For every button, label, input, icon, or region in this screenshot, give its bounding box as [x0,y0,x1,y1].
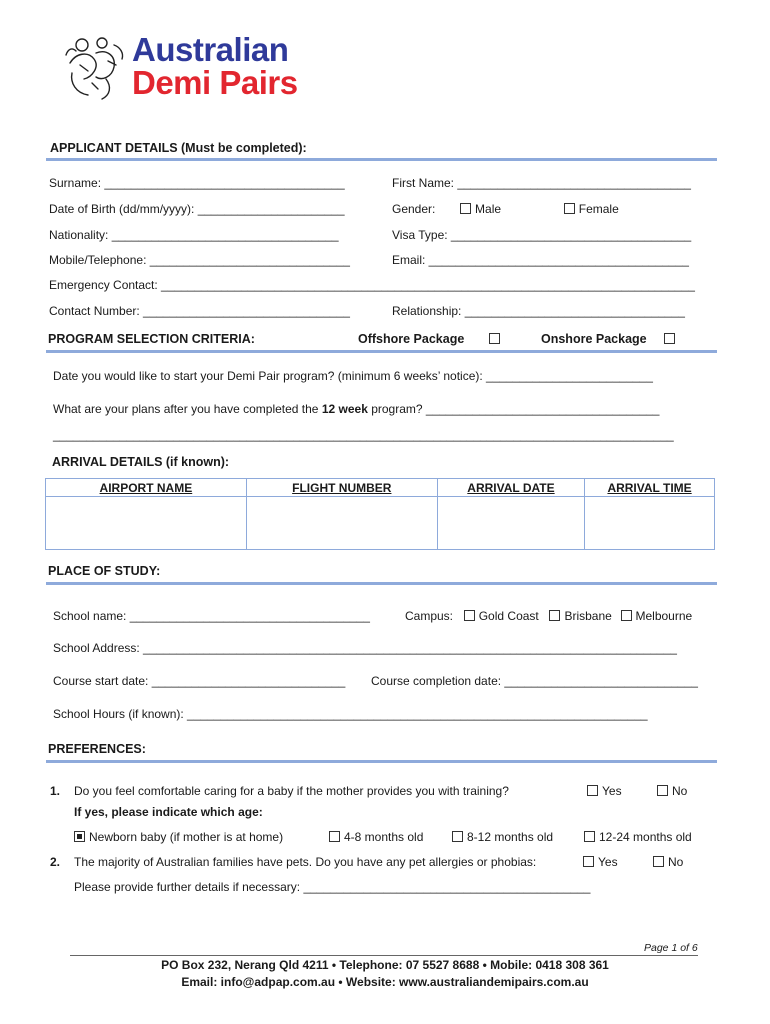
onshore-option [541,332,679,346]
age-option-8-12 [452,830,553,844]
gold-coast-label: Gold Coast [478,609,539,623]
page-number: Page 1 of 6 [644,942,698,954]
q2-yes-label: Yes [598,855,618,869]
preferences-rule [46,760,717,763]
nationality-field[interactable]: Nationality: __________________________________ [49,228,339,242]
flight-number-cell[interactable] [246,497,437,550]
melbourne-checkbox[interactable] [621,610,632,621]
offshore-option [358,332,504,346]
col-airport-name: AIRPORT NAME [46,479,247,497]
visa-type-field[interactable]: Visa Type: ____________________________________ [392,228,692,242]
brisbane-label: Brisbane [564,609,612,623]
q2-number: 2. [50,855,61,869]
arrival-table [45,478,715,550]
onshore-checkbox[interactable] [664,333,675,344]
logo-figures-icon [62,33,128,101]
offshore-checkbox[interactable] [489,333,500,344]
campus-group [405,609,692,623]
gender-label: Gender: [392,202,436,216]
q2-no-option [653,855,683,869]
footer-rule [70,955,698,956]
female-checkbox[interactable] [564,203,575,214]
q1-subheading: If yes, please indicate which age: [74,805,263,819]
q1-yes-label: Yes [602,784,622,798]
arrival-input-row [46,497,715,550]
school-name-field[interactable]: School name: ____________________________________ [53,609,370,623]
campus-label: Campus: [405,609,454,623]
q1-text: Do you feel comfortable caring for a baby if the mother provides you with training? [74,784,509,798]
airport-name-cell[interactable] [46,497,247,550]
dob-field[interactable]: Date of Birth (dd/mm/yyyy): ______________________ [49,202,345,216]
preferences-heading: PREFERENCES: [48,742,146,756]
q2-yes-checkbox[interactable] [583,856,594,867]
male-checkbox[interactable] [460,203,471,214]
col-arrival-date: ARRIVAL DATE [437,479,584,497]
female-label: Female [578,202,619,216]
surname-field[interactable]: Surname: ____________________________________ [49,176,345,190]
email-field[interactable]: Email: _______________________________________ [392,253,689,267]
age-option-newborn [74,830,283,844]
q1-no-label: No [672,784,688,798]
q1-no-checkbox[interactable] [657,785,668,796]
relationship-field[interactable]: Relationship: _________________________________ [392,304,685,318]
q1-yes-checkbox[interactable] [587,785,598,796]
arrival-header-row [46,479,715,497]
school-hours-field[interactable]: School Hours (if known): _____________________________________________________________________ [53,707,648,721]
melbourne-label: Melbourne [635,609,693,623]
q2-no-checkbox[interactable] [653,856,664,867]
mobile-field[interactable]: Mobile/Telephone: ______________________________ [49,253,350,267]
course-start-field[interactable]: Course start date: _____________________________ [53,674,346,688]
gold-coast-checkbox[interactable] [464,610,475,621]
applicant-rule [46,158,717,161]
arrival-heading: ARRIVAL DETAILS (if known): [52,455,230,469]
age-option-4-8 [329,830,423,844]
course-completion-field[interactable]: Course completion date: _____________________________ [371,674,698,688]
further-details-field[interactable]: Please provide further details if necessary: ___________________________________________ [74,880,591,894]
q1-yes-option [587,784,622,798]
applicant-heading: APPLICANT DETAILS (Must be completed): [50,141,307,155]
contact-number-field[interactable]: Contact Number: _______________________________ [49,304,350,318]
logo [62,33,302,103]
arrival-time-cell[interactable] [585,497,715,550]
offshore-label: Offshore Package [358,332,465,346]
plans-text-post: program? ___________________________________ [367,402,660,416]
q1-no-option [657,784,687,798]
logo-line-1: Australian [132,31,289,68]
age-8-12-label: 8-12 months old [467,830,554,844]
plans-field[interactable] [53,402,659,416]
q1-number: 1. [50,784,61,798]
male-label: Male [475,202,502,216]
school-address-field[interactable]: School Address: ________________________________________________________________________________ [53,641,677,655]
first-name-field[interactable]: First Name: ___________________________________ [392,176,691,190]
age-4-8-checkbox[interactable] [329,831,340,842]
age-12-24-checkbox[interactable] [584,831,595,842]
newborn-label: Newborn baby (if mother is at home) [89,830,284,844]
q2-yes-option [583,855,618,869]
gender-group [392,202,619,216]
newborn-checkbox[interactable] [74,831,85,842]
plans-text-pre: What are your plans after you have completed the [53,402,322,416]
col-arrival-time: ARRIVAL TIME [585,479,715,497]
col-flight-number: FLIGHT NUMBER [246,479,437,497]
age-4-8-label: 4-8 months old [344,830,424,844]
logo-line-2: Demi Pairs [132,64,298,101]
plans-line-2[interactable]: _____________________________________________________________________________________________ [53,428,674,442]
emergency-contact-field[interactable]: Emergency Contact: ________________________________________________________________________________ [49,278,695,292]
onshore-label: Onshore Package [541,332,647,346]
age-8-12-checkbox[interactable] [452,831,463,842]
q2-no-label: No [668,855,684,869]
program-rule [46,350,717,353]
age-option-12-24 [584,830,692,844]
footer-contact: Email: info@adpap.com.au • Website: www.australiandemipairs.com.au [181,975,589,989]
footer-address: PO Box 232, Nerang Qld 4211 • Telephone: 07 5527 8688 • Mobile: 0418 308 361 [161,958,609,972]
program-heading: PROGRAM SELECTION CRITERIA: [48,332,255,346]
brisbane-checkbox[interactable] [549,610,560,621]
study-heading: PLACE OF STUDY: [48,564,161,578]
age-12-24-label: 12-24 months old [599,830,692,844]
start-date-field[interactable]: Date you would like to start your Demi Pair program? (minimum 6 weeks’ notice): _________________________ [53,369,653,383]
study-rule [46,582,717,585]
arrival-date-cell[interactable] [437,497,584,550]
q2-text: The majority of Australian families have pets. Do you have any pet allergies or phobias: [74,855,537,869]
plans-text-bold: 12 week [321,402,368,416]
